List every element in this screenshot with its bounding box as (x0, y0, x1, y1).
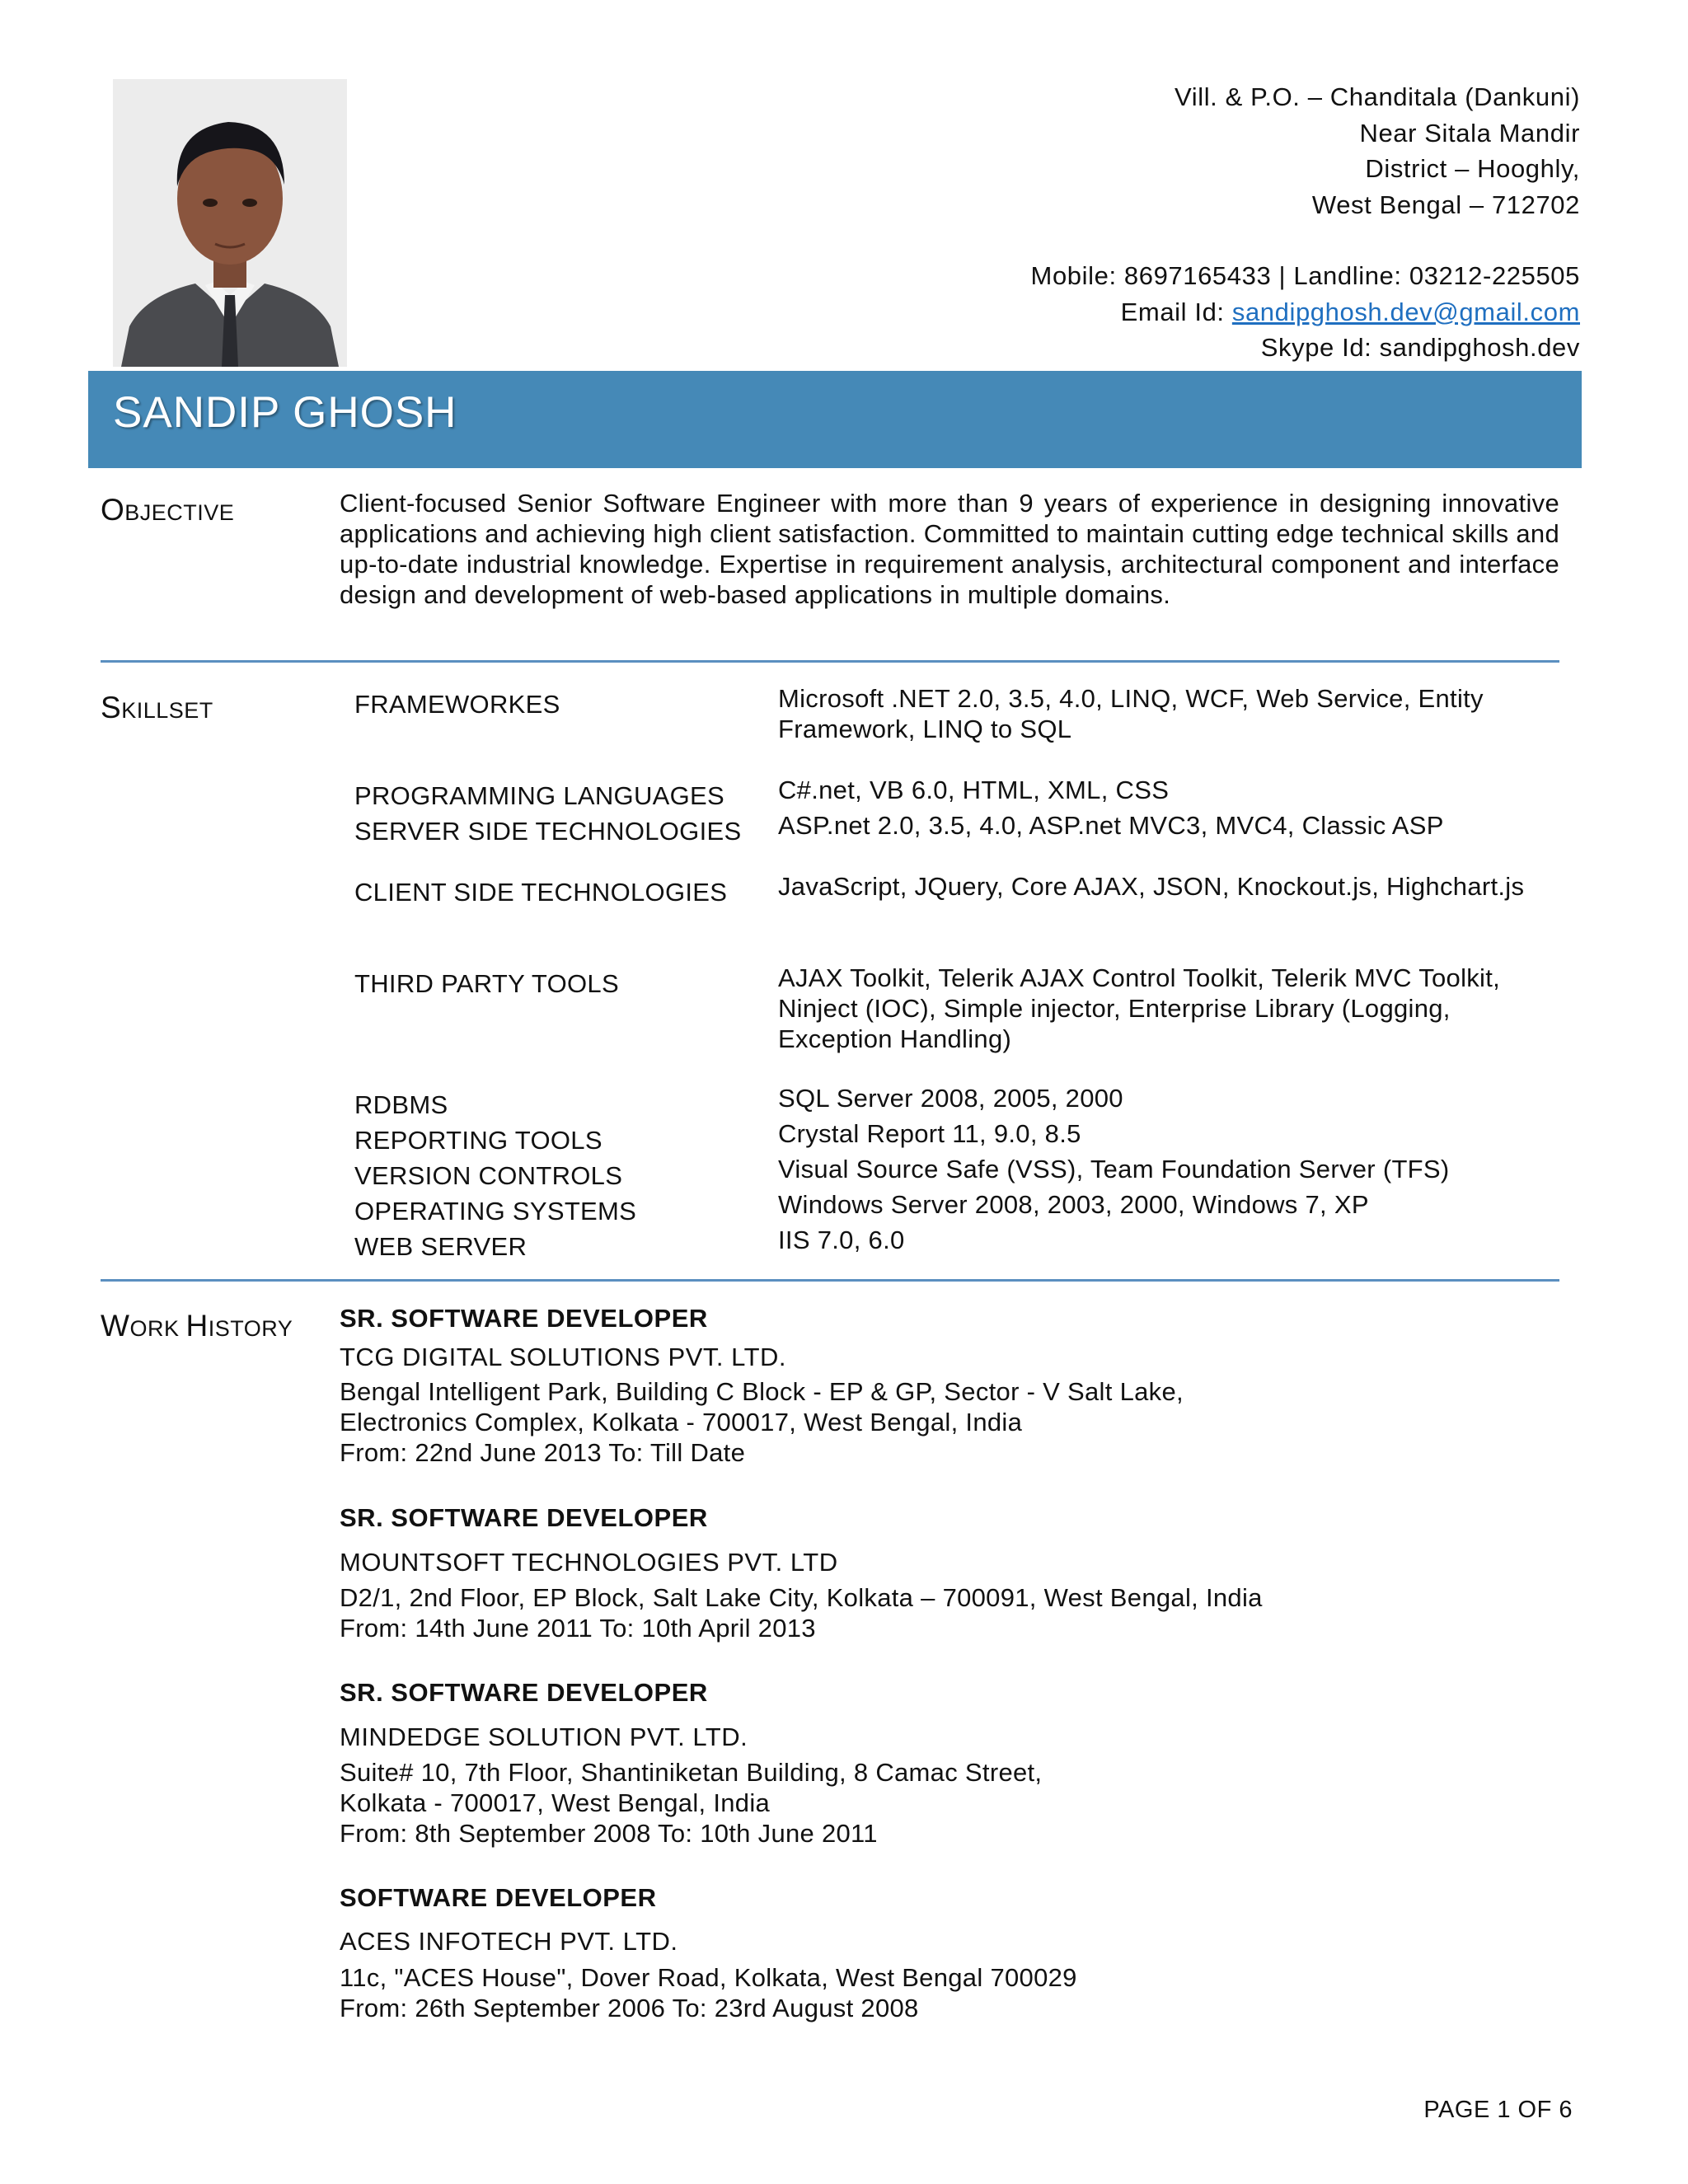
skill-value-third-party: AJAX Toolkit, Telerik AJAX Control Toolkit, Telerik MVC Toolkit, Ninject (IOC), Simple injector, Enterprise Library (Logging, Exception Handling) (778, 963, 1501, 1053)
address-line-2: Near Sitala Mandir (1359, 118, 1580, 148)
address-line-3: District – Hooghly, (1365, 154, 1580, 183)
skill-label-third-party: THIRD PARTY TOOLS (354, 969, 619, 998)
skill-label-frameworks: FRAMEWORKES (354, 690, 560, 719)
job-detail-line: 11c, "ACES House", Dover Road, Kolkata, West Bengal 700029 (340, 1963, 1077, 1992)
objective-text: Client-focused Senior Software Engineer with more than 9 years of experience in designing innovative applications and achieving high client satisfaction. Committed to maintain cutting edge technical skills and up-to-date industrial knowledge. Expertise in requirement analysis, architectural component and interface design and development of web-based applications in multiple domains. (340, 489, 1559, 609)
job-detail-line: From: 8th September 2008 To: 10th June 2011 (340, 1819, 878, 1848)
job-company: ACES INFOTECH PVT. LTD. (340, 1927, 678, 1956)
skill-value-operating-systems: Windows Server 2008, 2003, 2000, Windows 7, XP (778, 1190, 1369, 1219)
section-title-objective (101, 493, 234, 527)
job-title: SOFTWARE DEVELOPER (340, 1883, 657, 1912)
job-company: MINDEDGE SOLUTION PVT. LTD. (340, 1722, 748, 1751)
job-detail-line: Electronics Complex, Kolkata - 700017, West Bengal, India (340, 1408, 1023, 1436)
skill-value-rdbms: SQL Server 2008, 2005, 2000 (778, 1084, 1123, 1113)
work-rest-istory: ISTORY (208, 1316, 293, 1341)
job-detail-line: D2/1, 2nd Floor, EP Block, Salt Lake City, Kolkata – 700091, West Bengal, India (340, 1583, 1263, 1612)
skill-value-version-controls: Visual Source Safe (VSS), Team Foundation Server (TFS) (778, 1155, 1450, 1183)
skill-label-rdbms: RDBMS (354, 1090, 448, 1119)
section-title-work-history (101, 1309, 293, 1343)
job-detail-line: Suite# 10, 7th Floor, Shantiniketan Building, 8 Camac Street, (340, 1758, 1043, 1787)
job-company: MOUNTSOFT TECHNOLOGIES PVT. LTD (340, 1548, 838, 1577)
address-gap (838, 223, 1580, 258)
job-details (340, 1757, 1042, 1849)
objective-rest: BJECTIVE (124, 500, 235, 525)
job-detail-line: From: 14th June 2011 To: 10th April 2013 (340, 1614, 816, 1643)
contact-block (838, 79, 1580, 366)
work-initial-h: H (185, 1309, 209, 1343)
skill-label-reporting: REPORTING TOOLS (354, 1126, 603, 1155)
address-line-4: West Bengal – 712702 (1311, 190, 1580, 219)
job-detail-line: From: 26th September 2006 To: 23rd August 2008 (340, 1994, 919, 2022)
skillset-initial: S (101, 691, 122, 724)
email-label: Email Id: (1120, 297, 1232, 326)
divider-objective (101, 660, 1559, 663)
email-line (838, 294, 1580, 330)
address-line-1: Vill. & P.O. – Chanditala (Dankuni) (1175, 82, 1580, 111)
skill-value-client-side: JavaScript, JQuery, Core AJAX, JSON, Knockout.js, Highchart.js (778, 872, 1525, 901)
skill-value-programming-languages: C#.net, VB 6.0, HTML, XML, CSS (778, 776, 1170, 804)
profile-photo (113, 79, 347, 367)
skill-label-web-server: WEB SERVER (354, 1232, 528, 1261)
job-detail-line: Bengal Intelligent Park, Building C Block - EP & GP, Sector - V Salt Lake, (340, 1377, 1184, 1406)
name-banner (88, 371, 1582, 468)
skill-value-frameworks: Microsoft .NET 2.0, 3.5, 4.0, LINQ, WCF, Web Service, Entity Framework, LINQ to SQL (778, 684, 1484, 743)
skillset-rest: KILLSET (121, 698, 213, 723)
job-detail-line: Kolkata - 700017, West Bengal, India (340, 1788, 771, 1817)
section-title-skillset (101, 691, 213, 725)
skill-value-reporting: Crystal Report 11, 9.0, 8.5 (778, 1119, 1081, 1148)
job-details (340, 1376, 1184, 1468)
work-rest-ork: ORK (129, 1316, 186, 1341)
job-details (340, 1962, 1077, 2023)
work-initial-w: W (101, 1309, 130, 1343)
portrait-illustration (113, 79, 347, 367)
objective-initial: O (101, 493, 125, 527)
skill-value-web-server: IIS 7.0, 6.0 (778, 1226, 905, 1254)
skill-label-client-side: CLIENT SIDE TECHNOLOGIES (354, 878, 728, 907)
phone-line: Mobile: 8697165433 | Landline: 03212-225505 (1030, 261, 1580, 290)
skype-line: Skype Id: sandipghosh.dev (1260, 333, 1580, 362)
job-details (340, 1582, 1263, 1643)
job-title: SR. SOFTWARE DEVELOPER (340, 1678, 708, 1707)
job-title: SR. SOFTWARE DEVELOPER (340, 1503, 708, 1532)
skill-label-programming-languages: PROGRAMMING LANGUAGES (354, 781, 724, 810)
job-title: SR. SOFTWARE DEVELOPER (340, 1304, 708, 1333)
skill-label-version-controls: VERSION CONTROLS (354, 1161, 623, 1190)
skill-label-server-side: SERVER SIDE TECHNOLOGIES (354, 817, 742, 846)
job-detail-line: From: 22nd June 2013 To: Till Date (340, 1438, 746, 1467)
page-number: PAGE 1 OF 6 (1423, 2097, 1573, 2123)
skill-label-operating-systems: OPERATING SYSTEMS (354, 1197, 637, 1226)
email-link[interactable]: sandipghosh.dev@gmail.com (1231, 297, 1580, 326)
divider-skillset (101, 1279, 1559, 1282)
job-company: TCG DIGITAL SOLUTIONS PVT. LTD. (340, 1343, 787, 1371)
candidate-name: SANDIP GHOSH (113, 388, 457, 437)
skill-value-server-side: ASP.net 2.0, 3.5, 4.0, ASP.net MVC3, MVC4, Classic ASP (778, 811, 1444, 840)
